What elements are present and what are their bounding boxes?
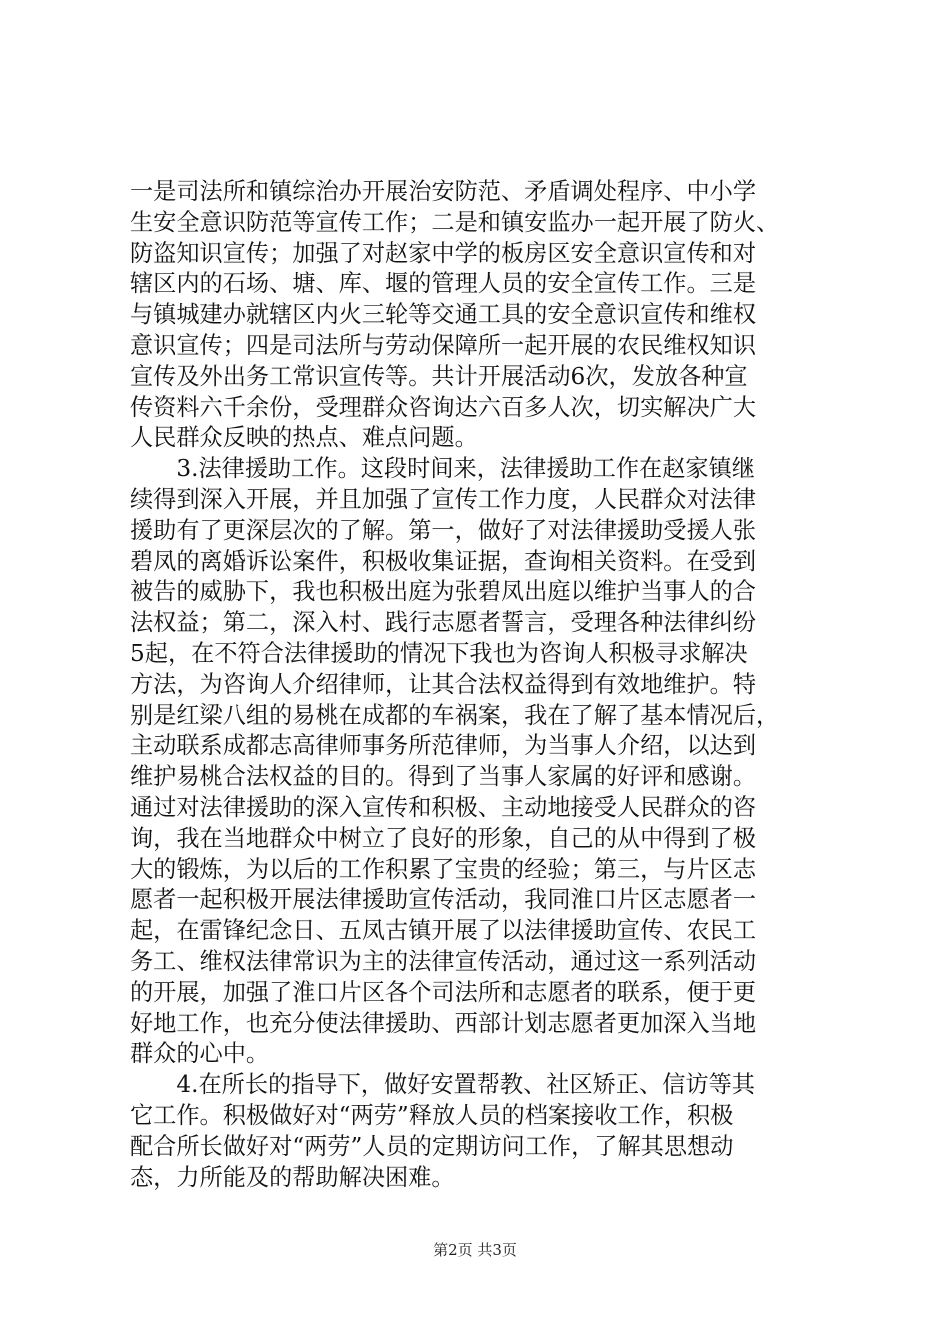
text-line: 询，我在当地群众中树立了良好的形象，自己的从中得到了极 bbox=[130, 824, 757, 852]
text-line: 防盗知识宣传；加强了对赵家中学的板房区安全意识宣传和对 bbox=[130, 239, 757, 267]
page-number-footer: 第2页 共3页 bbox=[433, 1241, 517, 1259]
text-line: 群众的心中。 bbox=[130, 1040, 270, 1068]
text-line: 方法，为咨询人介绍律师，让其合法权益得到有效地维护。特 bbox=[130, 670, 757, 698]
text-line: 续得到深入开展，并且加强了宣传工作力度，人民群众对法律 bbox=[130, 485, 757, 513]
text-line: 法权益；第二，深入村、践行志愿者誓言，受理各种法律纠纷 bbox=[130, 609, 757, 637]
text-line: 4.在所长的指导下，做好安置帮教、社区矫正、信访等其 bbox=[130, 1071, 755, 1099]
text-line: 通过对法律援助的深入宣传和积极、主动地接受人民群众的咨 bbox=[130, 793, 757, 821]
text-line: 愿者一起积极开展法律援助宣传活动，我同淮口片区志愿者一 bbox=[130, 886, 757, 914]
text-line: 宣传及外出务工常识宣传等。共计开展活动6次，发放各种宣 bbox=[130, 362, 748, 390]
text-line: 生安全意识防范等宣传工作；二是和镇安监办一起开展了防火、 bbox=[130, 208, 780, 236]
text-line: 好地工作，也充分使法律援助、西部计划志愿者更加深入当地 bbox=[130, 1009, 757, 1037]
text-line: 意识宣传；四是司法所与劳动保障所一起开展的农民维权知识 bbox=[130, 331, 757, 359]
text-line: 配合所长做好对“两劳”人员的定期访问工作，了解其思想动 bbox=[130, 1132, 734, 1160]
text-line: 5起，在不符合法律援助的情况下我也为咨询人积极寻求解决 bbox=[130, 639, 748, 667]
text-line: 碧凤的离婚诉讼案件，积极收集证据，查询相关资料。在受到 bbox=[130, 547, 757, 575]
text-line: 务工、维权法律常识为主的法律宣传活动，通过这一系列活动 bbox=[130, 947, 757, 975]
text-line: 它工作。积极做好对“两劳”释放人员的档案接收工作，积极 bbox=[130, 1101, 734, 1129]
text-line: 人民群众反映的热点、难点问题。 bbox=[130, 424, 478, 452]
text-line: 别是红梁八组的易桃在成都的车祸案，我在了解了基本情况后， bbox=[130, 701, 780, 729]
text-line: 起，在雷锋纪念日、五凤古镇开展了以法律援助宣传、农民工 bbox=[130, 917, 757, 945]
body-text bbox=[130, 177, 825, 1193]
text-line: 3.法律援助工作。这段时间来，法律援助工作在赵家镇继 bbox=[130, 455, 755, 483]
text-line: 辖区内的石场、塘、库、堰的管理人员的安全宣传工作。三是 bbox=[130, 270, 757, 298]
text-line: 的开展，加强了淮口片区各个司法所和志愿者的联系，便于更 bbox=[130, 978, 757, 1006]
text-line: 主动联系成都志高律师事务所范律师，为当事人介绍，以达到 bbox=[130, 732, 757, 760]
text-line: 一是司法所和镇综治办开展治安防范、矛盾调处程序、中小学 bbox=[130, 178, 757, 205]
text-line: 态，力所能及的帮助解决困难。 bbox=[130, 1163, 455, 1191]
text-line: 被告的威胁下，我也积极出庭为张碧凤出庭以维护当事人的合 bbox=[130, 578, 757, 606]
text-line: 传资料六千余份，受理群众咨询达六百多人次，切实解决广大 bbox=[130, 393, 757, 421]
text-line: 大的锻炼，为以后的工作积累了宝贵的经验；第三，与片区志 bbox=[130, 855, 757, 883]
text-line: 援助有了更深层次的了解。第一，做好了对法律援助受援人张 bbox=[130, 516, 757, 544]
text-line: 维护易桃合法权益的目的。得到了当事人家属的好评和感谢。 bbox=[130, 763, 757, 791]
text-line: 与镇城建办就辖区内火三轮等交通工具的安全意识宣传和维权 bbox=[130, 301, 757, 329]
